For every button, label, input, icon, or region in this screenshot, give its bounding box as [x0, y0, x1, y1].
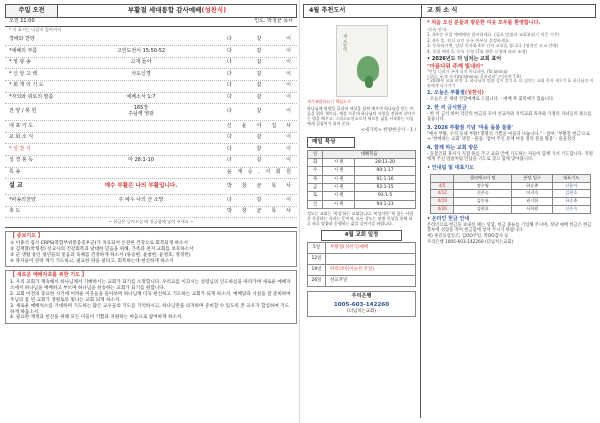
- daily-reading-table: [307, 150, 416, 209]
- book-cover: [336, 25, 388, 97]
- worship-leader-char: 이: [286, 157, 291, 164]
- worship-leader-char: 회: [275, 168, 281, 175]
- worship-leader-char: 이: [286, 47, 291, 54]
- worship-leader-char: 이: [286, 108, 291, 115]
- worship-row: [5, 179, 297, 195]
- schedule-date: 12일: [308, 253, 326, 264]
- news-item-body: - 한 끼 금식 하여 약간의 헌금을 모아 선교사와 지역교회 목자와 가정의 자녀들의 필요를 돕습니다.: [427, 111, 592, 123]
- worship-leader-char: 다: [227, 145, 232, 152]
- duty-row: [431, 182, 590, 190]
- reading-cell: 시 편: [323, 192, 355, 200]
- worship-content: 주 예수 나의 산 소망: [118, 196, 164, 203]
- worship-row: [5, 156, 297, 168]
- reading-cell: 시 편: [323, 167, 355, 175]
- reading-cell: 90:1-17: [355, 167, 416, 175]
- duty-header-cell: 본당 입구: [512, 174, 553, 182]
- worship-leader-char: 다: [227, 93, 232, 100]
- schedule-event: 선교주일: [326, 275, 416, 286]
- vision-goals: * 2026년 교회 비전: 1. 하나님의 말씀 깊이 알기 2. 더 넘치는 교회 목자 세우기 3. 하나님의 이웃에게 다가가기: [427, 78, 594, 88]
- news-item-title-text: 4. 함께 하는 교회 방문: [427, 144, 478, 151]
- new-sanctuary-item: 1. 우리 교회가 계속해서 하나님께서 기뻐하시는 교회가 되기를 소망합니다. 우리교를 이끄시는 성령님의 인도하심을 따라가며 새로운 예배자소에서 하나님을 예배하고 부르며 하나님을 찬송하는 교회가 되기를 원합니다.: [10, 280, 291, 291]
- worship-leader-char: 같: [256, 145, 262, 152]
- worship-leader-char: 다: [227, 59, 232, 66]
- schedule-event: 하폭의미(이슬찬 주일): [326, 264, 416, 275]
- worship-leader-char: 이: [286, 36, 291, 42]
- book-spine-title: 새 사람이: [343, 34, 349, 52]
- reading-note: 성도는 교회는 '복성'하는 교회입니다. 복성이란 '복 있는 사람은 묵상하는 자라는 뜻이며, 모든 성도는 말씀 묵상을 통해 하루 하루 말씀과 동행하는 삶을 살아가길 바랍니다.: [307, 210, 414, 227]
- church-news-column: [421, 18, 596, 418]
- worship-item: 경배와 찬양: [9, 36, 35, 42]
- worship-leader-char: 사: [286, 182, 291, 189]
- schedule-date: 19일: [308, 264, 326, 275]
- worship-leader-char: 이: [286, 82, 291, 89]
- online-offering-account: 우리은행 1005-603-142260 (더넘치는교회): [427, 239, 514, 245]
- worship-leader-char: 다: [227, 108, 232, 115]
- online-offering-example: 예) 홍길동십일조, 김OO주일, 박OO감사 등: [427, 233, 509, 239]
- worship-row: [5, 46, 297, 58]
- reading-cell: 시 편: [323, 183, 355, 191]
- worship-leader-char: 창: [241, 208, 247, 215]
- duty-table: [430, 174, 590, 214]
- worship-header: [5, 4, 297, 18]
- reading-cell: 94:1-23: [355, 200, 416, 208]
- duty-cell: 4/5: [431, 182, 454, 190]
- worship-leader-char: 원: [286, 168, 291, 175]
- registration-step: 4. 목장 배정 5. 등록 신청 (7회 행한 신청에 따라 조정): [427, 48, 528, 54]
- schedule-date: 5일: [308, 242, 326, 253]
- worship-leader-char: 집: [271, 122, 277, 129]
- worship-row: [5, 168, 297, 180]
- worship-time: 오전 11:00: [9, 18, 35, 24]
- worship-row: [5, 144, 297, 156]
- duty-cell: 하승춘: [512, 182, 553, 190]
- worship-leader-char: 같: [256, 59, 262, 66]
- worship-item: 찬 양 / 봉 헌: [9, 108, 37, 115]
- news-item-body: - 돌봄인회 목자가 직접 휴를 주고 교회 안에 기도하는 자들이 함께 가서 기도합니다. 직원에게 주신 말씀처럼 만남을 기도로 찾고 함께 맞아봅니다.: [427, 151, 593, 163]
- reading-row: [308, 192, 416, 200]
- worship-leader: [227, 158, 297, 164]
- book-caption: 새가족환하묘기 책임도서: [307, 99, 351, 104]
- daily-reading-title: 매일 묵상: [307, 137, 355, 147]
- worship-leader-char: 이: [286, 59, 291, 66]
- worship-row: [5, 81, 297, 93]
- worship-leader-char: 목: [271, 182, 277, 189]
- worship-leader: [227, 95, 297, 101]
- worship-leader-char: 균: [256, 182, 262, 189]
- worship-leader-char: 같: [256, 36, 262, 42]
- schedule-date: 26일: [308, 275, 326, 286]
- duty-row: [431, 205, 590, 213]
- worship-item: *자되와 위로의 말씀: [9, 93, 54, 100]
- worship-row: [5, 121, 297, 133]
- news-title: 교 회 소 식: [427, 7, 458, 15]
- worship-leader-char: 같: [256, 134, 262, 141]
- worship-leader-char: 다: [227, 134, 232, 141]
- reading-cell: 수: [308, 167, 323, 175]
- schedule-event: [326, 253, 416, 264]
- order-of-worship: [5, 35, 297, 219]
- right-left-column: [303, 18, 421, 418]
- worship-leader: [227, 60, 297, 66]
- worship-leader-char: 창: [241, 182, 247, 189]
- worship-leader-char: 목: [271, 208, 277, 215]
- worship-leader: [227, 209, 297, 215]
- worship-content: 고개 들어: [130, 59, 152, 66]
- duty-cell: 4/19: [431, 198, 454, 206]
- worship-leader-char: 윤: [227, 168, 232, 175]
- worship-leader: [227, 72, 297, 78]
- duty-header-cell: [431, 174, 454, 182]
- worship-header-label: 주일 오전: [6, 5, 58, 17]
- worship-row: [5, 133, 297, 145]
- worship-item: *예배의 부름: [9, 47, 38, 54]
- worship-leader-char: 윤: [241, 122, 247, 129]
- news-item-title-text: 2. 한 끼 금식헌금: [427, 104, 467, 111]
- worship-item: * 신 앙 고 백: [9, 70, 38, 77]
- registration-step: 2. 4주 후, 원식 교인 등록 여부를 결정하세요.: [427, 37, 511, 43]
- worship-leader: [227, 83, 297, 89]
- books-title: 4월 추천도서: [304, 5, 422, 17]
- worship-leader-char: 이: [286, 134, 291, 141]
- worship-leader-char: 같: [256, 108, 262, 115]
- vision-verse: 너희는 굳게 서지(ta'amenu) 못하리라" (이사야 7:9): [427, 73, 521, 79]
- reading-cell: 93:1-5: [355, 192, 416, 200]
- worship-item: 대 표 기 도: [9, 122, 34, 129]
- worship-leader-char: 다: [227, 82, 232, 89]
- worship-leader-char: 사: [286, 122, 291, 129]
- reading-cell: 시 편: [323, 159, 355, 167]
- schedule-event: 부활절(성찬식)예배: [326, 242, 416, 253]
- duty-cell: 김현호: [552, 190, 590, 198]
- offering-account-box: [307, 291, 416, 317]
- prayer-item: ④ 목자들이 연락 계기 기도하고, 필요한 양을 살피고, 회복하는데 헌신하게 하소서: [10, 258, 174, 264]
- prayer-item: ③ 군 생활 중인 청년들의 믿음과 육체를 건강하게 하소서 (류승현, 윤창현, 윤정호, 정경빈): [10, 252, 191, 258]
- worship-leader-char: 서: [265, 168, 271, 175]
- schedule-row: [308, 275, 416, 286]
- reading-header-row: [308, 150, 416, 158]
- news-item-title-text: 1. 오늘은 부활절: [427, 90, 465, 97]
- reading-row: [308, 183, 416, 191]
- reading-cell: 28:11-20: [355, 159, 416, 167]
- worship-title-sub: (성찬식): [201, 6, 227, 15]
- duty-cell: 4/12: [431, 190, 454, 198]
- schedule-row: [308, 264, 416, 275]
- worship-leader-char: 다: [227, 47, 232, 54]
- account-holder: (더넘치는교회): [347, 308, 376, 314]
- duty-cell: 4/26: [431, 205, 454, 213]
- vision-title: • 2026년도 더 넘치는 교회 표어: [427, 56, 502, 63]
- worship-leader-char: 재: [237, 168, 243, 175]
- worship-content: 사도신경: [131, 70, 151, 77]
- worship-leader-char: 같: [256, 82, 262, 89]
- worship-item: 설 교: [9, 182, 23, 190]
- worship-leader: [227, 198, 297, 204]
- standing-note: * 이 표시는 다같이 일어서서: [9, 26, 61, 32]
- worship-leader-char: 다: [227, 196, 232, 203]
- right-columns: [303, 18, 596, 418]
- reading-cell: 시 편: [323, 200, 355, 208]
- new-sanctuary-item: 2. 교회 이전의 중요한 시기에 어려운 이웃들을 돌아보며 하나님께 더욱 헌신하고 기도하는 교회가 되게 하소서. 예배당과 시설을 잘 준비하여 주님의 몸 된 교회가 영원토록 빛나는 교회 되게 하소서.: [10, 291, 291, 303]
- schedule-table: [307, 242, 416, 287]
- intercessory-prayer: [5, 231, 297, 267]
- new-sanctuary-prayer: [5, 270, 297, 324]
- worship-leader: [227, 37, 297, 43]
- worship-leader-char: 사: [286, 208, 291, 215]
- worship-row: [5, 104, 297, 121]
- new-sanctuary-item: 4. 필요한 재정과 헌신을 위해 모든 이들이 기쁨과 자원하는 마음으로 참여하게 하소서.: [10, 315, 183, 321]
- worship-item: 특 송: [9, 168, 21, 175]
- worship-row: [5, 93, 297, 105]
- worship-leader-char: 같: [256, 70, 262, 77]
- worship-leader: [227, 49, 297, 55]
- worship-item: 성 경 봉 독: [9, 157, 34, 164]
- new-sanctuary-item: 3. 새로운 예배처소를 기대하며 기도하는 많은 교우들의 기도를 기억하시고, 하나님만을 의지하며 준비할 수 있도록 본 교우가 합심하여 기도하게 하옵소서.: [10, 303, 290, 315]
- worship-leader-char: 다: [227, 157, 232, 164]
- worship-item: *파송의찬양: [9, 196, 36, 203]
- reading-row: [308, 175, 416, 183]
- worship-leader-char: 이: [286, 196, 291, 203]
- worship-leader-char: 이: [286, 145, 291, 152]
- plant-illustration: [365, 76, 373, 88]
- worship-content: 165장 주님께 영광: [128, 105, 154, 118]
- vision-motto: "아름다워 주께 빛내라": [427, 63, 484, 70]
- worship-leader-char: 박: [227, 182, 232, 189]
- worship-leader-char: 같: [256, 157, 262, 164]
- vision-verse: "만일 너희가 곤게 되지 아니하면, (Ta'amina): [427, 68, 508, 74]
- duty-row: [431, 190, 590, 198]
- worship-title: [58, 5, 296, 17]
- registration-subtitle: -등록 안내-: [427, 26, 448, 32]
- worship-title-text: 부활절 세대통합 감사예배: [127, 6, 202, 15]
- reading-cell: 토: [308, 192, 323, 200]
- worship-leader: [227, 135, 297, 141]
- duty-cell: 신은숙: [552, 205, 590, 213]
- online-offering-title: • 온라인 헌금 안내: [427, 215, 470, 222]
- book-description: 하나님께 영광을 돌리며 세상을 힘써 배우며 하나님을 믿는 이들을 위한 책이다. 세상 가운데 하나님의 사랑을 전하며 살아가는 법을 배우고, 그리스도인으로서 새로운 삶을 시작하는 이들에게 길잡이가 되어 준다.: [307, 105, 416, 126]
- duty-header-row: [431, 174, 590, 182]
- worship-row: [5, 195, 297, 207]
- reading-cell: 금: [308, 183, 323, 191]
- schedule-row: [308, 253, 416, 264]
- worship-content: 고린도전서 15:50-52: [116, 47, 166, 54]
- registration-step: 3. 등록하시면, 담당 목자와 4주 간의 교육을 합니다. (영적인 모교 안에): [427, 43, 559, 49]
- schedule-row: [308, 242, 416, 253]
- duty-cell: 김숭유: [454, 198, 512, 206]
- duty-cell: 하승춘: [552, 198, 590, 206]
- worship-leader: [227, 170, 297, 176]
- worship-leader-char: 박: [227, 208, 232, 215]
- worship-leader-char: 같: [256, 47, 262, 54]
- duty-cell: 권기한: [512, 198, 553, 206]
- news-item-body: "예수 부활, 우리 동네 부활! 명명의 기쁨을 마을과 나눕니다." - 참여: '부활절 헌금'으로 → '헌에따는 교회' 방문 - 물품: '참여 주신 분께 마을 정리 물품 활용' - 물품정리: [427, 131, 590, 143]
- prayer-title: 【 중보기도 】: [10, 233, 43, 240]
- worship-content: 마 28:1-10: [128, 157, 154, 164]
- worship-leader-char: 균: [256, 208, 262, 215]
- worship-leader-char: 아: [256, 122, 262, 129]
- offering-note: ~ 헌금은 들어오실 때 헌금함에 넣어 주세요 ~: [5, 218, 297, 228]
- worship-leader-char: 이: [286, 93, 291, 100]
- duty-cell: 이지숙: [512, 190, 553, 198]
- online-offering-text: 온라인으로 헌금을 보내실 때는 성함, 헌금 종류를 기입해 주시며, 정당 예배 헌금은 헌금봉투에 성함을 적어 헌금함에 넣어 주시기 바랍니다.: [427, 222, 592, 234]
- worship-row: [5, 207, 297, 219]
- worship-leader-char: 같: [256, 196, 262, 203]
- reading-row: [308, 200, 416, 208]
- duty-cell: 서희원: [512, 205, 553, 213]
- prayer-item: ① 이종석 집사 CRPS(복합부위통증증후군)가 치료되어 온전한 건강으로 회복되게 하소서: [10, 240, 188, 246]
- welcome-message: * 처음 오신 분들과 방문한 이웃 모두를 환영합니다.: [427, 20, 541, 26]
- worship-leader-char: 다: [227, 70, 232, 77]
- reading-cell: 시 편: [323, 175, 355, 183]
- worship-leader: [227, 147, 297, 153]
- worship-item: 교 회 소 식: [9, 134, 34, 141]
- worship-leader: [227, 184, 297, 190]
- worship-row: [5, 58, 297, 70]
- worship-item: * 성 찬 식: [9, 145, 31, 152]
- duty-cell: 김현호: [454, 205, 512, 213]
- reading-cell: 92:1-15: [355, 183, 416, 191]
- reading-cell: 일: [308, 200, 323, 208]
- account-number: 1005-603-142260: [333, 301, 390, 308]
- duty-header-cell: 대표기도: [552, 174, 590, 182]
- worship-item: * 영 광 송: [9, 59, 31, 66]
- worship-leader-char: 이: [286, 70, 291, 77]
- duty-cell: 신윤아: [552, 182, 590, 190]
- news-item-title-text: 3. 2026 부활절 기념 '마을 돌봄 물품': [427, 124, 513, 131]
- duty-cell: 정수영: [454, 182, 512, 190]
- reading-cell: 91:1-16: [355, 175, 416, 183]
- worship-row: [5, 35, 297, 47]
- worship-meta: [5, 18, 297, 27]
- duty-header-cell: 헬리에스터 팀: [454, 174, 512, 182]
- worship-item: 축 도: [9, 208, 21, 215]
- worship-row: [5, 69, 297, 81]
- prayer-item: ② 김재환(박형정) 선교사의 건강회복과 달대한 믿음을 위해, 가족과 친지 교회를 보호하소서: [10, 246, 194, 252]
- worship-leader-char: 같: [256, 93, 262, 100]
- duty-title: • 안내팀 및 대표기도: [427, 165, 475, 172]
- schedule-title: 4월 교회 일정: [321, 230, 402, 240]
- worship-leader-char: 승: [247, 168, 253, 175]
- duty-row: [431, 198, 590, 206]
- worship-leader-char: 다: [227, 36, 232, 42]
- reading-row: [308, 167, 416, 175]
- worship-leader: [227, 109, 297, 115]
- worship-leader: 인도: 박창균 목사: [254, 18, 293, 24]
- new-sanctuary-title: 【 새로운 예배자초를 위한 기도 】: [10, 272, 87, 279]
- worship-item: * 회 개 의 기 도: [9, 82, 44, 89]
- reading-cell: 화: [308, 159, 323, 167]
- news-item-body: - 오늘은 온 세대 연합예배로 드립니다. - 예배 후 회복예가 있습니다.: [427, 97, 555, 103]
- worship-content: 예수 부활은 나의 부활입니다.: [104, 183, 178, 190]
- book-publisher: <새가족> 한양한산사 - 1 /: [360, 128, 416, 134]
- reading-header-cell: 일: [308, 150, 323, 158]
- worship-content: 예베소서 1:7: [126, 93, 156, 100]
- news-item-title-note: (성찬식): [464, 90, 484, 97]
- right-page: [300, 0, 600, 423]
- registration-step: 1. 4주간 주일 예배에만 참여하세요. (필요 말씀과 교회분위기 적응 기간): [427, 32, 560, 38]
- news-items: [427, 91, 594, 163]
- reading-row: [308, 159, 416, 167]
- duty-cell: 신은숙: [454, 190, 512, 198]
- worship-leader-char: ,: [258, 168, 260, 175]
- reading-header-cell: 대헤복음: [323, 150, 416, 158]
- right-header: [303, 4, 596, 18]
- bank-name: 우리은행: [351, 292, 372, 299]
- reading-cell: 목: [308, 175, 323, 183]
- worship-leader-char: 신: [227, 122, 232, 129]
- worship-leader: [227, 124, 297, 130]
